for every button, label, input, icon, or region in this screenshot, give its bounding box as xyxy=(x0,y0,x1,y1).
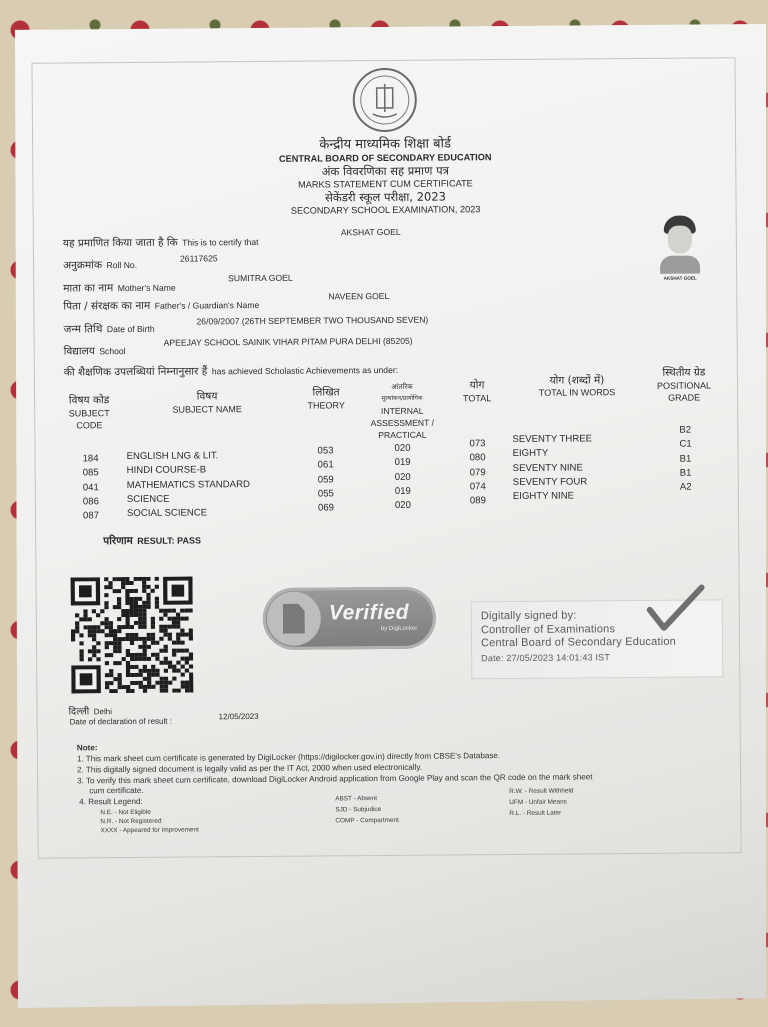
field-school-label: विद्यालय School xyxy=(64,342,126,358)
table-cell-theory: 069 xyxy=(318,504,334,514)
note-3-continued: cum certificate. xyxy=(89,787,143,796)
candidate-photo xyxy=(658,213,702,273)
signature-line-2: Controller of Examinations xyxy=(481,624,615,636)
result: परिणाम RESULT: PASS xyxy=(103,531,201,548)
field-certify-label: यह प्रमाणित किया जाता है कि This is to certify that xyxy=(63,233,259,251)
header-subject-name: विषय SUBJECT NAME xyxy=(157,390,257,416)
table-cell-name: SCIENCE xyxy=(127,495,170,505)
board-title: CENTRAL BOARD OF SECONDARY EDUCATION xyxy=(235,153,535,165)
check-icon xyxy=(646,583,706,635)
field-father-label: पिता / संरक्षक का नाम Father's / Guardian's Name xyxy=(63,296,259,314)
note-4: 4. Result Legend: xyxy=(79,798,143,807)
legend-xxxx: XXXX - Appeared for Improvement xyxy=(100,827,198,834)
photo-caption: AKSHAT GOEL xyxy=(658,276,702,281)
exam-title-hindi: सेकेंडरी स्कूल परीक्षा, 2023 xyxy=(235,191,535,205)
declaration-date: 12/05/2023 xyxy=(219,713,259,721)
field-mother-label: माता का नाम Mother's Name xyxy=(63,279,176,296)
legend-rl: R.L. - Result Later xyxy=(509,811,561,818)
table-cell-code: 085 xyxy=(83,469,99,479)
header-theory: लिखित THEORY xyxy=(296,386,356,411)
date-of-birth: 26/09/2007 (26TH SEPTEMBER TWO THOUSAND SEVEN) xyxy=(196,316,428,326)
legend-nr: N.R. - Not Registered xyxy=(100,819,161,826)
header-total-in-words: योग (शब्दों में) TOTAL IN WORDS xyxy=(517,374,637,399)
signature-date: Date: 27/05/2023 14:01:43 IST xyxy=(481,653,610,663)
table-cell-grade: B1 xyxy=(680,454,692,464)
signature-line-3: Central Board of Secondary Education xyxy=(481,637,676,650)
table-cell-grade: B2 xyxy=(679,426,691,436)
table-cell-code: 086 xyxy=(83,497,99,507)
table-cell-theory: 053 xyxy=(317,446,333,456)
table-cell-words: SEVENTY THREE xyxy=(512,434,592,444)
document-title-hindi: अंक विवरणिका सह प्रमाण पत्र xyxy=(235,165,535,179)
roll-number: 26117625 xyxy=(180,254,218,263)
table-cell-words: EIGHTY NINE xyxy=(513,492,574,502)
declaration-label: Date of declaration of result : xyxy=(70,718,172,727)
table-cell-theory: 061 xyxy=(318,461,334,471)
cbse-logo xyxy=(350,66,419,135)
legend-sjd: SJD - Subjudice xyxy=(335,807,381,814)
header-internal-assessment: आंतरिक मूल्यांकन/प्रायोगिक INTERNAL ASSESSMENT / PRACTICAL xyxy=(357,381,447,442)
exam-title: SECONDARY SCHOOL EXAMINATION, 2023 xyxy=(236,205,536,217)
table-cell-name: SOCIAL SCIENCE xyxy=(127,509,207,519)
table-cell-theory: 059 xyxy=(318,475,334,485)
achievements-line: की शैक्षणिक उपलब्धियां निम्नानुसार हैं has achieved Scholastic Achievements as under: xyxy=(64,361,398,380)
table-cell-internal: 020 xyxy=(394,444,410,454)
table-cell-code: 184 xyxy=(83,454,99,464)
header-total: योग TOTAL xyxy=(449,379,505,404)
document-title: MARKS STATEMENT CUM CERTIFICATE xyxy=(235,179,535,191)
digilocker-verified-badge xyxy=(263,587,436,650)
father-name: NAVEEN GOEL xyxy=(328,292,389,301)
header-positional-grade: स्थितीय ग्रेड POSITIONAL GRADE xyxy=(644,366,724,404)
legend-abst: ABST - Absent xyxy=(335,796,377,803)
note-3: 3. To verify this mark sheet cum certificate, download DigiLocker Android application from Google Play and scan the QR code on the mark sheet xyxy=(77,773,592,785)
table-cell-total: 080 xyxy=(470,453,486,463)
table-cell-theory: 055 xyxy=(318,489,334,499)
table-cell-internal: 020 xyxy=(395,472,411,482)
legend-comp: COMP - Compartment xyxy=(335,818,399,825)
place: दिल्ली Delhi xyxy=(68,702,112,718)
signature-line-1: Digitally signed by: xyxy=(481,610,577,622)
table-cell-name: MATHEMATICS STANDARD xyxy=(127,480,250,491)
table-cell-words: SEVENTY FOUR xyxy=(513,477,588,487)
table-cell-code: 087 xyxy=(83,511,99,521)
legend-ne: N.E. - Not Eligible xyxy=(100,810,150,817)
table-cell-code: 041 xyxy=(83,483,99,493)
table-cell-grade: A2 xyxy=(680,483,692,493)
header-subject-code: विषय कोड SUBJECT CODE xyxy=(49,394,129,432)
legend-ufm: UFM - Unfair Means xyxy=(509,800,567,807)
table-cell-total: 089 xyxy=(470,496,486,506)
board-title-hindi: केन्द्रीय माध्यमिक शिक्षा बोर्ड xyxy=(235,137,535,152)
qr-code xyxy=(71,577,194,694)
document-icon xyxy=(267,592,321,646)
marks-table-rows xyxy=(0,0,764,3)
field-dob-label: जन्म तिथि Date of Birth xyxy=(63,320,154,337)
table-cell-total: 074 xyxy=(470,482,486,492)
verified-label: Verified xyxy=(329,601,409,626)
mother-name: SUMITRA GOEL xyxy=(228,274,293,283)
table-cell-words: SEVENTY NINE xyxy=(513,463,583,473)
note-2: 2. This digitally signed document is legally valid as per the IT Act, 2000 when used electronically. xyxy=(77,764,422,775)
table-cell-internal: 019 xyxy=(395,458,411,468)
table-cell-internal: 019 xyxy=(395,487,411,497)
legend-rw: R.W. - Result Withheld xyxy=(509,789,573,796)
table-cell-name: ENGLISH LNG & LIT. xyxy=(127,451,219,461)
note-1: 1. This mark sheet cum certificate is generated by DigiLocker (https://digilocker.gov.in) directly from CBSE's Database. xyxy=(77,752,500,763)
table-cell-total: 073 xyxy=(469,439,485,449)
field-roll-label: अनुक्रमांक Roll No. xyxy=(63,256,137,273)
table-cell-name: HINDI COURSE-B xyxy=(127,466,206,476)
table-cell-total: 079 xyxy=(470,468,486,478)
notes-title: Note: xyxy=(77,744,98,752)
candidate-name: AKSHAT GOEL xyxy=(341,228,401,237)
verified-sublabel: by DigiLocker xyxy=(381,626,417,632)
table-cell-words: EIGHTY xyxy=(513,449,549,459)
school-name: APEEJAY SCHOOL SAINIK VIHAR PITAM PURA DELHI (85205) xyxy=(164,337,413,348)
table-cell-internal: 020 xyxy=(395,501,411,511)
table-cell-grade: B1 xyxy=(680,468,692,478)
table-cell-grade: C1 xyxy=(679,440,691,450)
